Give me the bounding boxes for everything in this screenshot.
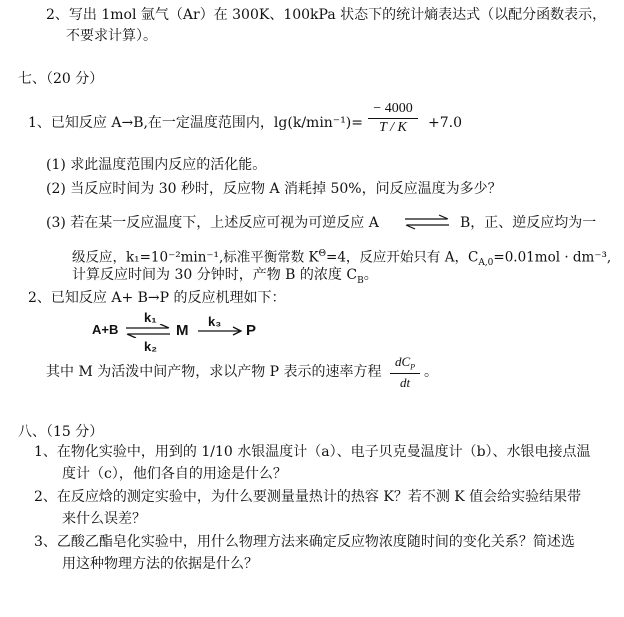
q7-1-sub3-line2-rest: =4，反应开始只有 A，C bbox=[326, 249, 479, 266]
rate-fraction bbox=[390, 354, 420, 391]
rate-frac-num bbox=[390, 354, 420, 372]
q7-1-suffix: +7.0 bbox=[428, 115, 462, 131]
q6-item2-line1: 2、写出 1mol 氩气（Ar）在 300K、100kPa 状态下的统计熵表达式（以配分函数表示， bbox=[46, 7, 607, 23]
q7-2-line: 2、已知反应 A+ B→P 的反应机理如下： bbox=[28, 290, 286, 306]
q7-1-sub3-b: B，正、逆反应均为一 bbox=[460, 215, 597, 231]
theta-superscript: Θ bbox=[318, 249, 327, 259]
q7-1-sub3-line3 bbox=[72, 266, 378, 290]
q7-1-prefix: 1、已知反应 A→B,在一定温度范围内，lg(k/min⁻¹)= bbox=[28, 115, 364, 131]
rate-num-subscript: P bbox=[410, 362, 416, 372]
q8-2-line2: 来什么误差？ bbox=[62, 511, 146, 527]
q8-1-line1: 1、在物化实验中，用到的 1/10 水银温度计（a）、电子贝克曼温度计（b）、水银电接点温 bbox=[34, 444, 591, 460]
mech-reactants: A+B bbox=[92, 322, 119, 337]
q7-2-tail-a: 其中 M 为活泼中间产物，求以产物 P 表示的速率方程 bbox=[46, 364, 382, 380]
q7-1-sub3-line2-start: 级反应，k₁=10⁻²min⁻¹,标准平衡常数 K bbox=[72, 249, 319, 266]
q7-1-fraction bbox=[368, 101, 418, 136]
mech-k1: k₁ bbox=[144, 310, 157, 325]
cb-subscript: B bbox=[357, 275, 364, 286]
q7-1-frac-den: T / K bbox=[379, 120, 407, 135]
mech-product: P bbox=[246, 322, 257, 339]
fraction-bar bbox=[390, 373, 420, 374]
rate-num-text: dC bbox=[394, 354, 411, 369]
section8-header: 八、（15 分） bbox=[18, 424, 104, 440]
q6-item2-line2: 不要求计算）。 bbox=[66, 28, 157, 44]
q7-1-sub2: (2) 当反应时间为 30 秒时，反应物 A 消耗掉 50%，问反应温度为多少？ bbox=[46, 181, 502, 197]
q7-2-tail-b: 。 bbox=[424, 364, 438, 380]
mech-intermediate: M bbox=[176, 322, 189, 339]
q7-1-sub3-line3-start: 计算反应时间为 30 分钟时，产物 B 的浓度 C bbox=[72, 267, 358, 283]
q8-3-line1: 3、乙酸乙酯皂化实验中，用什么物理方法来确定反应物浓度随时间的变化关系？简述选 bbox=[34, 534, 575, 550]
q7-1-frac-num: − 4000 bbox=[373, 101, 413, 116]
q8-3-line2: 用这种物理方法的依据是什么？ bbox=[62, 556, 258, 572]
q7-1-sub3-line3-end: 。 bbox=[363, 267, 378, 283]
mech-k3: k₃ bbox=[208, 314, 222, 329]
mech-equilibrium-arrow-icon bbox=[124, 324, 172, 338]
reversible-arrow-icon bbox=[403, 214, 451, 230]
section7-header: 七、（20 分） bbox=[18, 71, 104, 87]
q7-1-sub3-line2-end: =0.01mol · dm⁻³, bbox=[493, 249, 612, 266]
q7-1-sub3-a: (3) 若在某一反应温度下，上述反应可视为可逆反应 A bbox=[46, 215, 379, 231]
q7-1-sub1: (1) 求此温度范围内反应的活化能。 bbox=[46, 157, 267, 173]
concentration-subscript: A,0 bbox=[478, 258, 494, 269]
q8-2-line1: 2、在反应焓的测定实验中，为什么要测量量热计的热容 K？若不测 K 值会给实验结果带 bbox=[34, 489, 582, 505]
fraction-bar bbox=[368, 118, 418, 119]
mech-forward-arrow-icon bbox=[196, 326, 244, 336]
mech-k2: k₂ bbox=[144, 339, 158, 354]
rate-frac-den: dt bbox=[399, 374, 411, 390]
q8-1-line2: 度计（c），他们各自的用途是什么？ bbox=[62, 466, 287, 482]
